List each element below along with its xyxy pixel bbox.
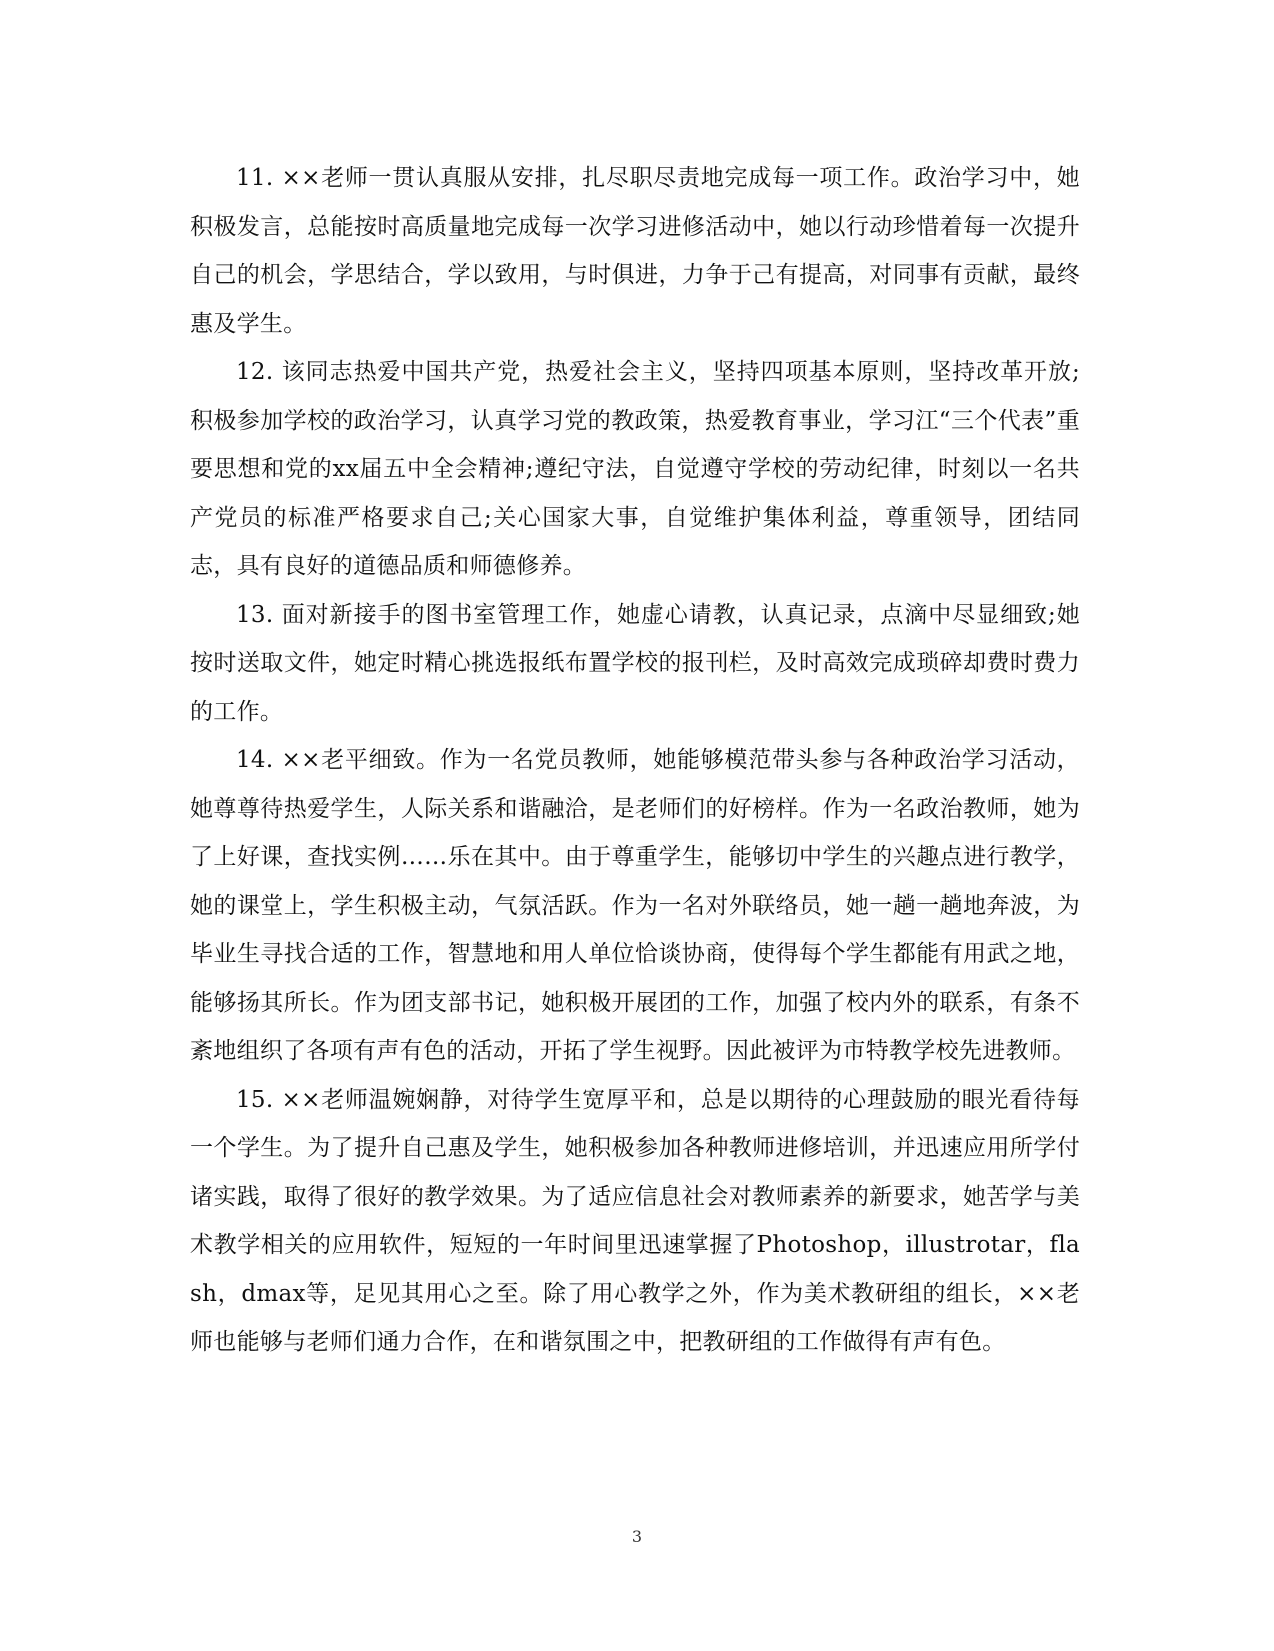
paragraph-15: 15. ××老师温婉娴静，对待学生宽厚平和，总是以期待的心理鼓励的眼光看待每一个学生。为了提升自己惠及学生，她积极参加各种教师进修培训，并迅速应用所学付诸实践，取得了很好的教学效果。为了适应信息社会对教师素养的新要求，她苦学与美术教学相关的应用软件，短短的一年时间里迅速掌握了Photoshop，illustrotar，flash，dmax等，足见其用心之至。除了用心教学之外，作为美术教研组的组长，××老师也能够与老师们通力合作，在和谐氛围之中，把教研组的工作做得有声有色。: [190, 1086, 1080, 1355]
paragraph-14: 14. ××老平细致。作为一名党员教师，她能够模范带头参与各种政治学习活动，她尊尊待热爱学生，人际关系和谐融洽，是老师们的好榜样。作为一名政治教师，她为了上好课，查找实例……乐在其中。由于尊重学生，能够切中学生的兴趣点进行教学，她的课堂上，学生积极主动，气氛活跃。作为一名对外联络员，她一趟一趟地奔波，为毕业生寻找合适的工作，智慧地和用人单位恰谈协商，使得每个学生都能有用武之地，能够扬其所长。作为团支部书记，她积极开展团的工作，加强了校内外的联系，有条不紊地组织了各项有声有色的活动，开拓了学生视野。因此被评为市特教学校先进教师。: [190, 747, 1080, 1064]
paragraph-11: 11. ××老师一贯认真服从安排，扎尽职尽责地完成每一项工作。政治学习中，她积极发言，总能按时高质量地完成每一次学习进修活动中，她以行动珍惜着每一次提升自己的机会，学思结合，学以致用，与时俱进，力争于己有提高，对同事有贡献，最终惠及学生。: [190, 165, 1080, 337]
document-body: [190, 154, 1080, 1367]
page-number: 3: [631, 1527, 643, 1546]
paragraph-13: 13. 面对新接手的图书室管理工作，她虚心请教，认真记录，点滴中尽显细致;她按时送取文件，她定时精心挑选报纸布置学校的报刊栏，及时高效完成琐碎却费时费力的工作。: [190, 601, 1080, 725]
paragraph-12: 12. 该同志热爱中国共产党，热爱社会主义，坚持四项基本原则，坚持改革开放;积极参加学校的政治学习，认真学习党的教政策，热爱教育事业，学习江“三个代表”重要思想和党的xx届五中全会精神;遵纪守法，自觉遵守学校的劳动纪律，时刻以一名共产党员的标准严格要求自己;关心国家大事，自觉维护集体利益，尊重领导，团结同志，具有良好的道德品质和师德修养。: [190, 359, 1080, 579]
